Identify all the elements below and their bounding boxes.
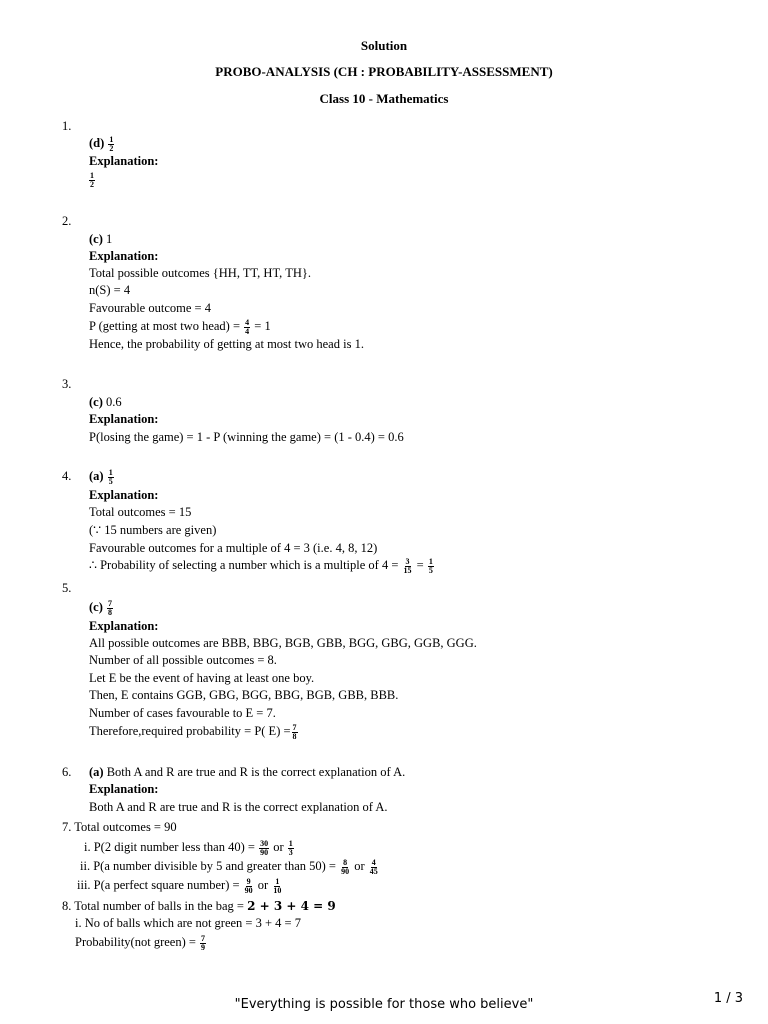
- fraction: $\frac{9}{90}$: [244, 876, 253, 895]
- explanation-text: Favourable outcome = 4: [89, 301, 211, 315]
- sub-item: iii. P(a perfect square number) = $\frac{9}{90}$ or $\frac{1}{10}$: [77, 876, 282, 895]
- answer-option: (d): [89, 136, 105, 150]
- answer-value: 0.6: [106, 395, 122, 409]
- explanation-text: All possible outcomes are BBB, BBG, BGB, GBB, BGG, GBG, GGB, GGG.: [89, 636, 477, 650]
- document-title: PROBO-ANALYSIS (CH : PROBABILITY-ASSESSMENT): [215, 64, 553, 79]
- class-subtitle: Class 10 - Mathematics: [319, 91, 449, 106]
- answer-option: (c): [89, 600, 103, 614]
- explanation-text: Total possible outcomes {HH, TT, HT, TH}.: [89, 266, 311, 280]
- question-number: 4.: [62, 469, 72, 483]
- page-number: 1 / 3: [713, 991, 743, 1006]
- fraction: $\frac{8}{90}$: [341, 857, 350, 876]
- fraction: $\frac{1}{10}$: [273, 876, 282, 895]
- fraction: $\frac{1}{3}$: [288, 838, 293, 857]
- answer-value: 1: [106, 232, 113, 246]
- fraction: $\frac{1}{5}$: [108, 467, 113, 486]
- explanation-text: Let E be the event of having at least one boy.: [89, 671, 315, 685]
- explanation-text: [89, 171, 96, 189]
- explanation-text: Number of all possible outcomes = 8.: [89, 653, 277, 667]
- answer-option: (c): [89, 232, 103, 246]
- fraction: $\frac{4}{4}$: [245, 317, 250, 336]
- footer-quote: "Everything is possible for those who believe": [234, 997, 534, 1012]
- explanation-text: P(losing the game) = 1 - P (winning the game) = (1 - 0.4) = 0.6: [89, 430, 404, 444]
- question-heading: 8. Total number of balls in the bag = 2 + 3 + 4 = 9: [62, 899, 336, 913]
- answer-option: (c): [89, 395, 103, 409]
- sub-item: i. No of balls which are not green = 3 + 4 = 7: [75, 916, 301, 930]
- fraction: $\frac{7}{8}$: [108, 598, 112, 617]
- fraction: $\frac{3}{15}$: [403, 556, 412, 575]
- fraction: $\frac{4}{45}$: [369, 857, 378, 876]
- explanation-text: Therefore,required probability = P( E) = $\frac{7}{8}$: [89, 722, 297, 741]
- fraction: $\frac{30}{90}$: [260, 838, 269, 857]
- explanation-label: Explanation:: [89, 412, 159, 426]
- question-heading: 7. Total outcomes = 90: [62, 820, 177, 834]
- answer-line: [89, 764, 405, 780]
- explanation-text: (∵ 15 numbers are given): [89, 523, 217, 537]
- question-number: 3.: [62, 377, 72, 391]
- explanation-label: Explanation:: [89, 249, 159, 263]
- explanation-text: P (getting at most two head) = $\frac{4}{4}$ = 1: [89, 317, 271, 336]
- math-expression: 2 + 3 + 4 = 9: [247, 899, 336, 913]
- answer-line: [89, 468, 115, 486]
- answer-option: (a): [89, 469, 104, 483]
- sub-item: ii. P(a number divisible by 5 and greater than 50) = $\frac{8}{90}$ or $\frac{4}{45}$: [80, 857, 378, 876]
- explanation-label: Explanation:: [89, 154, 159, 168]
- answer-line: [89, 135, 115, 153]
- fraction: $\frac{1}{2}$: [90, 170, 94, 189]
- answer-option: (a): [89, 765, 104, 779]
- question-number: 1.: [62, 119, 72, 133]
- answer-line: [89, 599, 114, 617]
- explanation-label: Explanation:: [89, 619, 159, 633]
- explanation-text: Hence, the probability of getting at most two head is 1.: [89, 337, 364, 351]
- question-number: 2.: [62, 214, 72, 228]
- fraction: $\frac{1}{2}$: [109, 134, 114, 153]
- solution-heading: Solution: [360, 38, 408, 53]
- explanation-text: Favourable outcomes for a multiple of 4 = 3 (i.e. 4, 8, 12): [89, 541, 378, 555]
- explanation-text: Number of cases favourable to E = 7.: [89, 706, 276, 720]
- explanation-text: Then, E contains GGB, GBG, BGG, BBG, BGB, GBB, BBB.: [89, 688, 399, 702]
- sub-item: i. P(2 digit number less than 40) = $\frac{30}{90}$ or $\frac{1}{3}$: [84, 838, 293, 857]
- sub-item: Probability(not green) = $\frac{7}{9}$: [75, 933, 206, 952]
- fraction: $\frac{7}{8}$: [292, 722, 297, 741]
- answer-line: [89, 394, 122, 410]
- explanation-text: Both A and R are true and R is the correct explanation of A.: [89, 800, 388, 814]
- fraction: $\frac{1}{5}$: [428, 556, 433, 575]
- explanation-label: Explanation:: [89, 782, 159, 796]
- explanation-text: n(S) = 4: [89, 283, 131, 297]
- explanation-text: ∴ Probability of selecting a number which is a multiple of 4 = $\frac{3}{15}$ = $\frac{1}{5}$: [89, 556, 433, 575]
- answer-value: Both A and R are true and R is the correct explanation of A.: [106, 765, 406, 779]
- question-number: 6.: [62, 765, 72, 779]
- fraction: $\frac{7}{9}$: [201, 933, 206, 952]
- explanation-label: Explanation:: [89, 488, 159, 502]
- answer-line: [89, 231, 112, 247]
- question-number: 5.: [62, 581, 72, 595]
- explanation-text: Total outcomes = 15: [89, 505, 192, 519]
